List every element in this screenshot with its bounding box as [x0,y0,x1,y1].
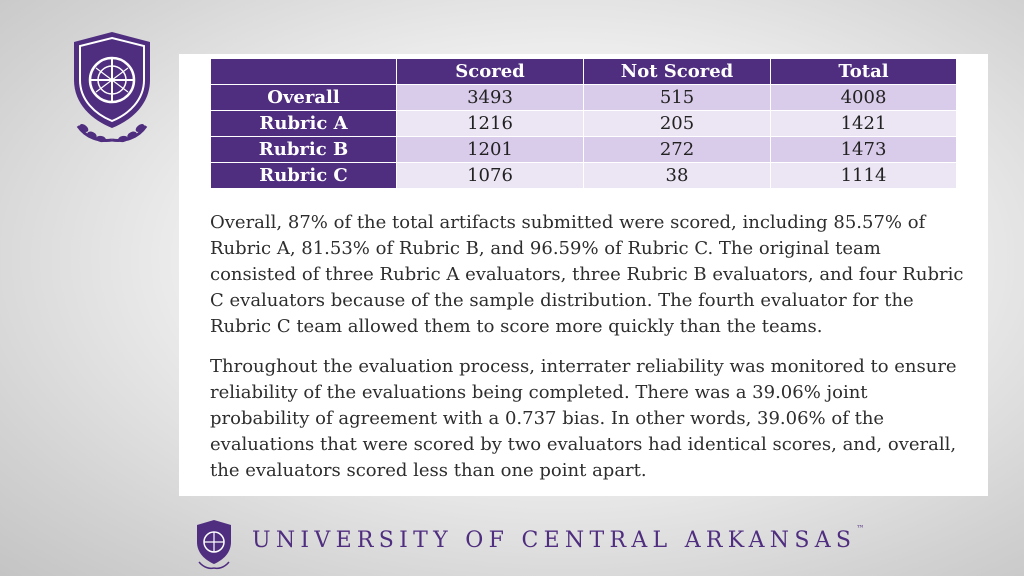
table-header-row [211,59,957,85]
slide-content-panel [179,54,988,496]
cell-scored: 1076 [397,163,584,189]
row-label: Overall [211,85,397,111]
uca-shield-logo-icon [66,28,158,148]
table-row [211,163,957,189]
summary-paragraph: Overall, 87% of the total artifacts submitted were scored, including 85.57% of Rubric A, 81.53% of Rubric B, and 96.59% of Rubric C. The original team consisted of three Rubric A evaluators, three Rubric B evaluators, and four Rubric C evaluators because of the sample distribution. The fourth evaluator for the Rubric C team allowed them to score more quickly than the teams. [210,212,964,337]
cell-total: 1114 [771,163,957,189]
cell-total: 1473 [771,137,957,163]
cell-scored: 1216 [397,111,584,137]
uca-footer-shield-icon [194,518,234,570]
cell-not-scored: 38 [584,163,771,189]
cell-not-scored: 272 [584,137,771,163]
cell-scored: 3493 [397,85,584,111]
trademark-symbol: ™ [856,524,865,533]
table-header-not-scored: Not Scored [584,59,771,85]
table-row [211,111,957,137]
table-header-scored: Scored [397,59,584,85]
table-header-total: Total [771,59,957,85]
cell-not-scored: 515 [584,85,771,111]
table-row [211,137,957,163]
rubric-scoring-table [210,58,957,189]
reliability-paragraph: Throughout the evaluation process, interrater reliability was monitored to ensure reliability of the evaluations being completed. There was a 39.06% joint probability of agreement with a 0.737 bias. In other words, 39.06% of the evaluations that were scored by two evaluators had identical scores, and, overall, the evaluators scored less than one point apart. [210,356,957,481]
cell-total: 4008 [771,85,957,111]
cell-not-scored: 205 [584,111,771,137]
university-name: UNIVERSITY OF CENTRAL ARKANSAS [252,528,857,553]
table-row [211,85,957,111]
row-label: Rubric C [211,163,397,189]
university-wordmark [252,524,865,553]
row-label: Rubric A [211,111,397,137]
table-header-empty [211,59,397,85]
row-label: Rubric B [211,137,397,163]
cell-total: 1421 [771,111,957,137]
cell-scored: 1201 [397,137,584,163]
